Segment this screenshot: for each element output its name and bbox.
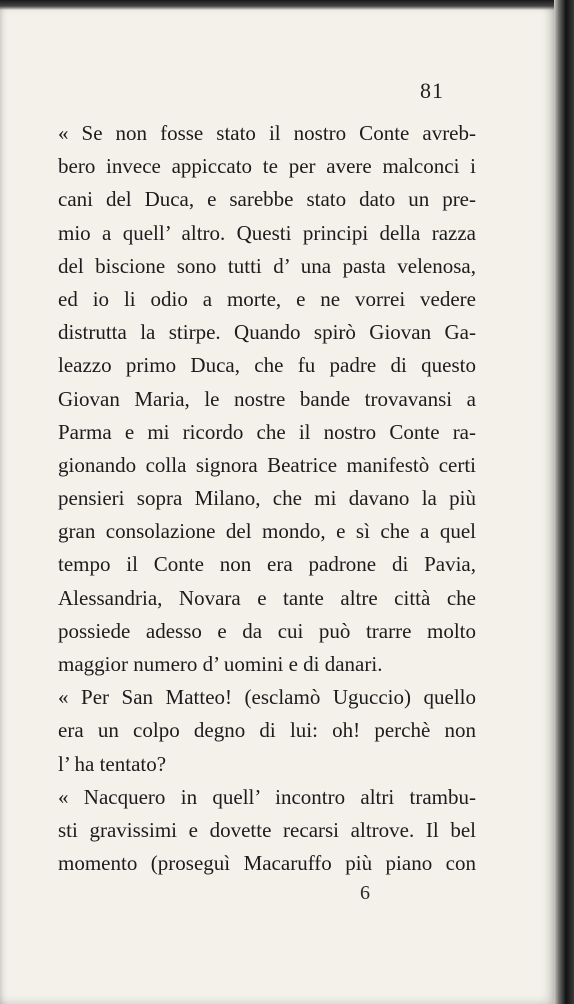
- text-line: gionando colla signora Beatrice manifestò certi: [58, 452, 476, 477]
- text-line: bero invece appiccato te per avere malconci i: [58, 154, 476, 179]
- book-top-edge: [0, 0, 574, 10]
- text-line: mio a quell’ altro. Questi principi della razza: [58, 220, 476, 245]
- book-binding-edge: [554, 0, 574, 1004]
- text-line: « Per San Matteo! (esclamò Uguccio) quello: [58, 685, 476, 710]
- text-line: momento (proseguì Macaruffo più piano con: [58, 851, 476, 876]
- text-line: Parma e mi ricordo che il nostro Conte ra-: [58, 419, 476, 444]
- signature-mark: 6: [360, 882, 370, 904]
- text-line: tempo il Conte non era padrone di Pavia,: [58, 552, 476, 577]
- page-text: [58, 117, 476, 880]
- text-line: Alessandria, Novara e tante altre città che: [58, 585, 476, 610]
- text-line: era un colpo degno di lui: oh! perchè non: [58, 718, 476, 743]
- text-line: « Nacquero in quell’ incontro altri trambu-: [58, 784, 476, 809]
- text-line: l’ ha tentato?: [58, 751, 167, 776]
- page-number: 81: [420, 78, 444, 103]
- text-line: Giovan Maria, le nostre bande trovavansi a: [58, 386, 476, 411]
- text-line: cani del Duca, e sarebbe stato dato un pre-: [58, 187, 476, 212]
- text-line: possiede adesso e da cui può trarre molto: [58, 618, 476, 643]
- text-line: pensieri sopra Milano, che mi davano la più: [58, 486, 476, 511]
- text-line: distrutta la stirpe. Quando spirò Giovan Ga-: [58, 320, 476, 345]
- text-line: « Se non fosse stato il nostro Conte avreb-: [58, 121, 476, 145]
- text-line: gran consolazione del mondo, e sì che a quel: [58, 519, 476, 544]
- text-line: maggior numero d’ uomini e di danari.: [58, 652, 383, 676]
- text-line: sti gravissimi e dovette recarsi altrove. Il bel: [58, 817, 476, 842]
- text-line: del biscione sono tutti d’ una pasta velenosa,: [58, 253, 476, 278]
- text-line: leazzo primo Duca, che fu padre di questo: [58, 353, 476, 378]
- text-line: ed io li odio a morte, e ne vorrei vedere: [58, 286, 476, 311]
